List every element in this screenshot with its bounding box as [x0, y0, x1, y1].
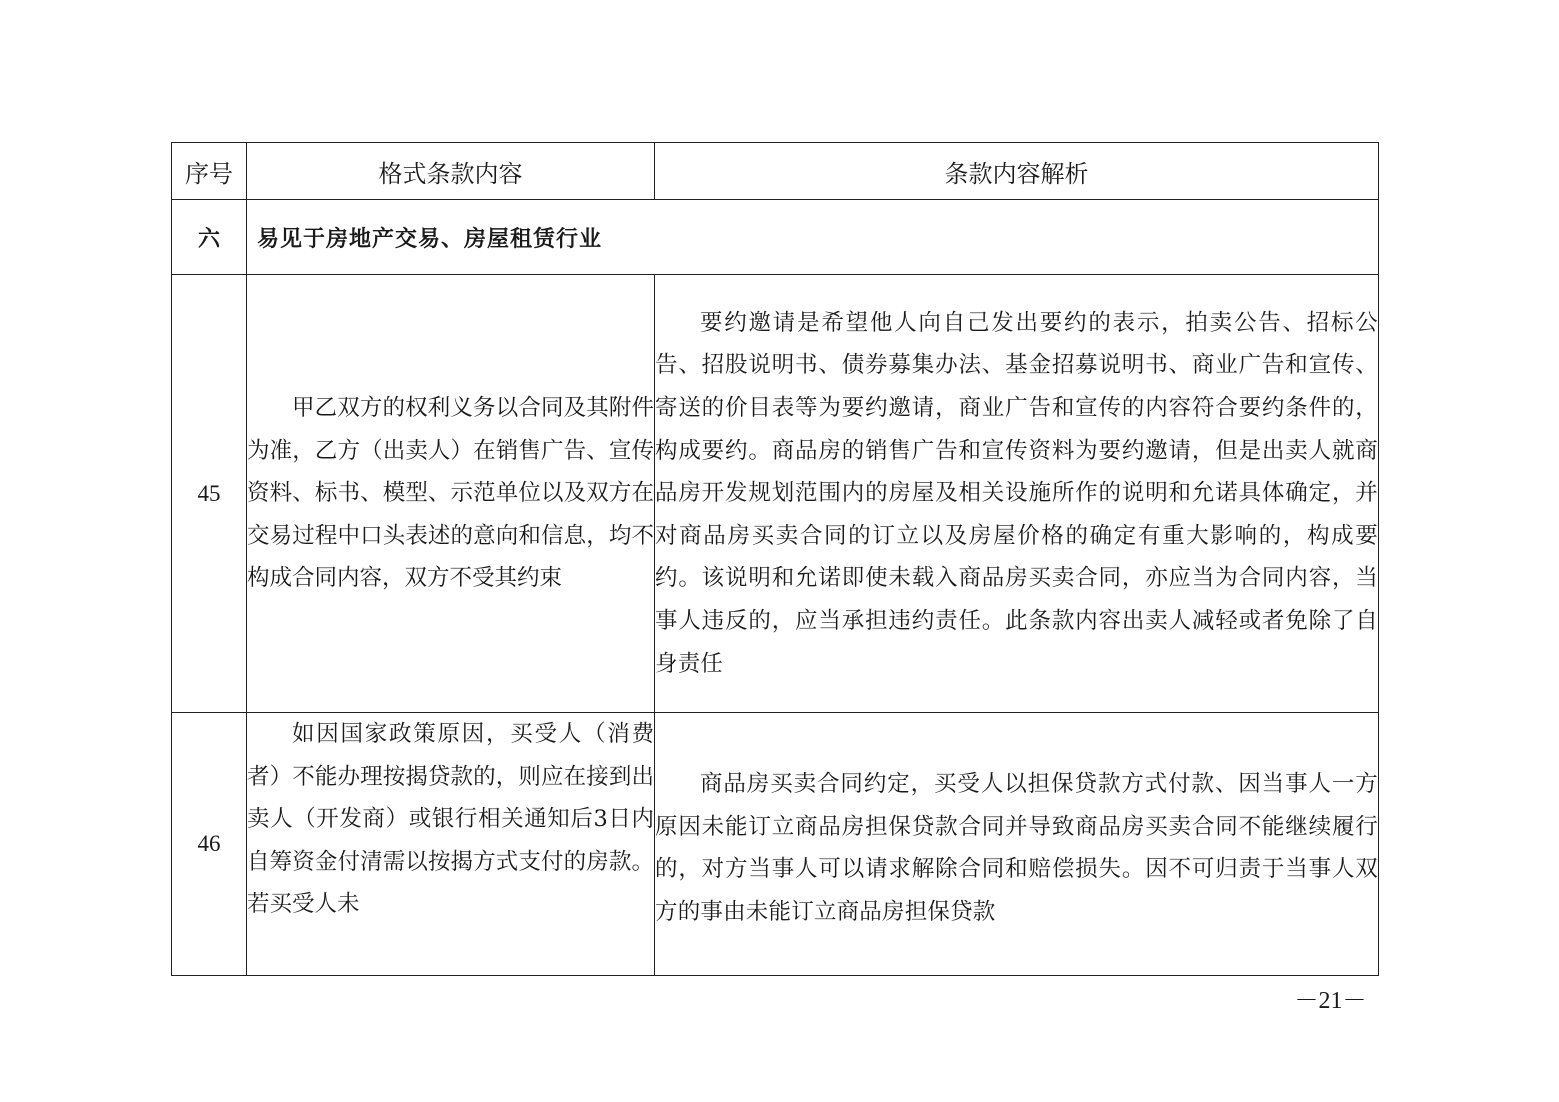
clause-text: 甲乙双方的权利义务以合同及其附件为准，乙方（出卖人）在销售广告、宣传资料、标书、模型、示范单位以及双方在交易过程中口头表述的意向和信息，均不构成合同内容，双方不受其约束 — [247, 395, 654, 592]
table-header-row — [172, 143, 1379, 200]
section-number: 六 — [172, 200, 247, 275]
clause-content — [247, 713, 655, 976]
clause-text: 如因国家政策原因，买受人（消费者）不能办理按揭贷款的，则应在接到出卖人（开发商）或银行相关通知后3日内自筹资金付清需以按揭方式支付的房款。若买受人未 — [247, 721, 654, 918]
section-row — [172, 200, 1379, 275]
header-analysis: 条款内容解析 — [655, 143, 1379, 200]
analysis-text: 商品房买卖合同约定，买受人以担保贷款方式付款、因当事人一方原因未能订立商品房担保贷款合同并导致商品房买卖合同不能继续履行的，对方当事人可以请求解除合同和赔偿损失。因不可归责于当事人双方的事由未能订立商品房担保贷款 — [655, 771, 1378, 925]
row-number: 46 — [172, 713, 247, 976]
clause-table — [171, 142, 1379, 976]
table-row — [172, 275, 1379, 713]
page-number: －21－ — [1294, 988, 1367, 1014]
table-row — [172, 713, 1379, 976]
section-title: 易见于房地产交易、房屋租赁行业 — [247, 200, 1379, 275]
row-number: 45 — [172, 275, 247, 713]
clause-analysis — [655, 713, 1379, 976]
analysis-text: 要约邀请是希望他人向自己发出要约的表示，拍卖公告、招标公告、招股说明书、债券募集办法、基金招募说明书、商业广告和宣传、寄送的价目表等为要约邀请，商业广告和宣传的内容符合要约条件的，构成要约。商品房的销售广告和宣传资料为要约邀请，但是出卖人就商品房开发规划范围内的房屋及相关设施所作的说明和允诺具体确定，并对商品房买卖合同的订立以及房屋价格的确定有重大影响的，构成要约。该说明和允诺即使未载入商品房买卖合同，亦应当为合同内容，当事人违反的，应当承担违约责任。此条款内容出卖人减轻或者免除了自身责任 — [655, 309, 1378, 677]
header-serial: 序号 — [172, 143, 247, 200]
clause-analysis — [655, 275, 1379, 713]
header-clause: 格式条款内容 — [247, 143, 655, 200]
clause-content — [247, 275, 655, 713]
